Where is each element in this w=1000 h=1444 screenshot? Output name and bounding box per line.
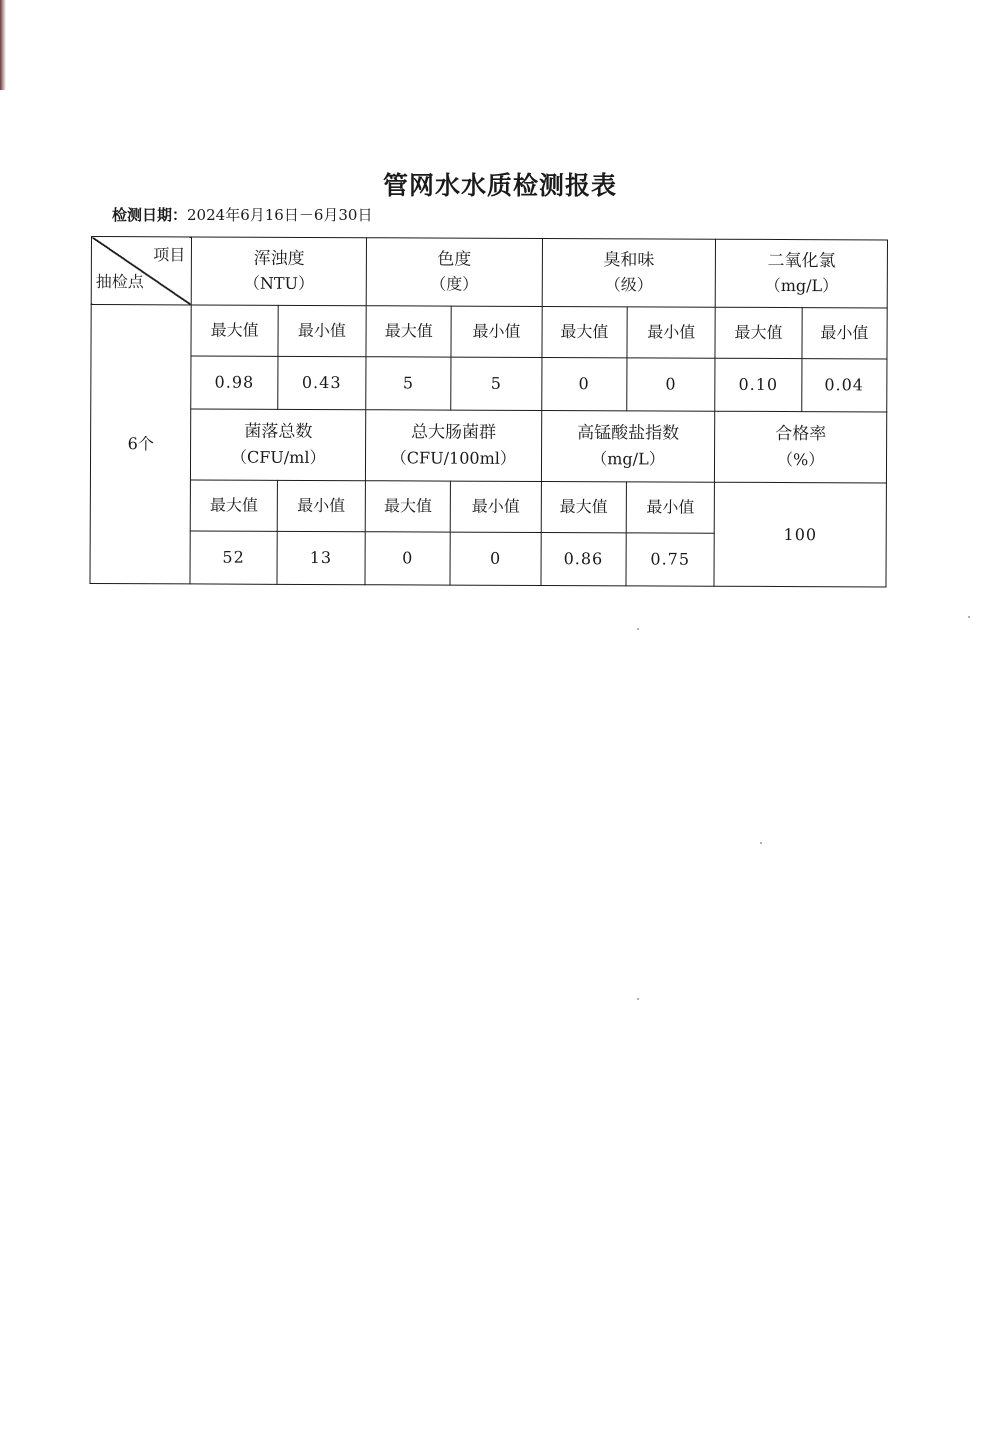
min-label: 最小值 — [626, 482, 715, 533]
min-label: 最小值 — [802, 308, 888, 359]
header-pass-rate — [715, 411, 887, 483]
scan-edge-mark — [0, 0, 6, 90]
coliform-min-value: 0 — [450, 532, 541, 585]
header-colony-count — [191, 409, 366, 481]
param-unit: （CFU/ml） — [230, 447, 326, 467]
param-name: 高锰酸盐指数 — [577, 423, 680, 444]
scan-speck — [760, 842, 762, 844]
permanganate-max-value: 0.86 — [541, 532, 627, 585]
chlorine-dioxide-min-value: 0.04 — [801, 359, 887, 412]
param-name: 总大肠菌群 — [410, 422, 497, 444]
min-label: 最小值 — [451, 306, 542, 357]
sample-points-cell: 6个 — [90, 305, 192, 584]
pass-rate-value: 100 — [714, 482, 886, 587]
param-name: 浑浊度 — [253, 248, 305, 269]
param-unit: （mg/L） — [764, 276, 839, 296]
param-unit: （度） — [430, 274, 479, 294]
header-odor-taste — [542, 238, 716, 307]
max-label: 最大值 — [715, 307, 802, 358]
max-label: 最大值 — [366, 306, 452, 357]
turbidity-min-value: 0.43 — [277, 356, 366, 409]
param-name: 二氧化氯 — [767, 250, 836, 271]
date-label: 检测日期： — [112, 206, 188, 224]
color-min-value: 5 — [451, 357, 542, 410]
odor-max-value: 0 — [541, 357, 627, 410]
param-unit: （%） — [777, 449, 825, 469]
min-label: 最小值 — [278, 305, 367, 356]
water-quality-table — [89, 236, 888, 587]
param-unit: （mg/L） — [591, 448, 665, 469]
date-line — [112, 204, 372, 225]
max-label: 最大值 — [191, 305, 278, 356]
report-title: 管网水水质检测报表 — [382, 171, 617, 200]
scan-speck — [637, 998, 639, 1000]
header-permanganate-index — [541, 410, 715, 482]
param-name: 色度 — [437, 249, 472, 270]
param-unit: （CFU/100ml） — [390, 448, 516, 468]
max-label: 最大值 — [541, 481, 627, 532]
colony-max-value: 52 — [190, 531, 277, 584]
param-unit: （级） — [604, 275, 653, 295]
max-label: 最大值 — [365, 481, 451, 532]
scan-speck — [637, 628, 639, 630]
param-name: 臭和味 — [603, 249, 655, 271]
date-value: 2024年6月16日－6月30日 — [187, 206, 373, 224]
coliform-max-value: 0 — [365, 532, 451, 585]
min-label: 最小值 — [277, 480, 366, 531]
min-label: 最小值 — [451, 481, 542, 532]
scan-speck — [968, 616, 970, 618]
header-turbidity — [192, 237, 367, 306]
corner-header-cell — [91, 237, 192, 305]
param-name: 合格率 — [775, 424, 827, 445]
corner-item-label: 项目 — [153, 245, 186, 265]
min-label: 最小值 — [627, 307, 716, 358]
corner-point-label: 抽检点 — [95, 272, 144, 292]
max-label: 最大值 — [191, 480, 278, 531]
turbidity-max-value: 0.98 — [191, 356, 278, 409]
odor-min-value: 0 — [627, 358, 716, 411]
header-color — [366, 238, 542, 307]
permanganate-min-value: 0.75 — [626, 533, 715, 586]
param-name: 菌落总数 — [244, 421, 313, 443]
color-max-value: 5 — [366, 357, 452, 410]
param-unit: （NTU） — [243, 273, 315, 294]
colony-min-value: 13 — [277, 531, 366, 584]
header-chlorine-dioxide — [715, 239, 887, 308]
chlorine-dioxide-max-value: 0.10 — [715, 358, 802, 411]
max-label: 最大值 — [542, 306, 628, 357]
header-total-coliforms — [365, 410, 541, 482]
